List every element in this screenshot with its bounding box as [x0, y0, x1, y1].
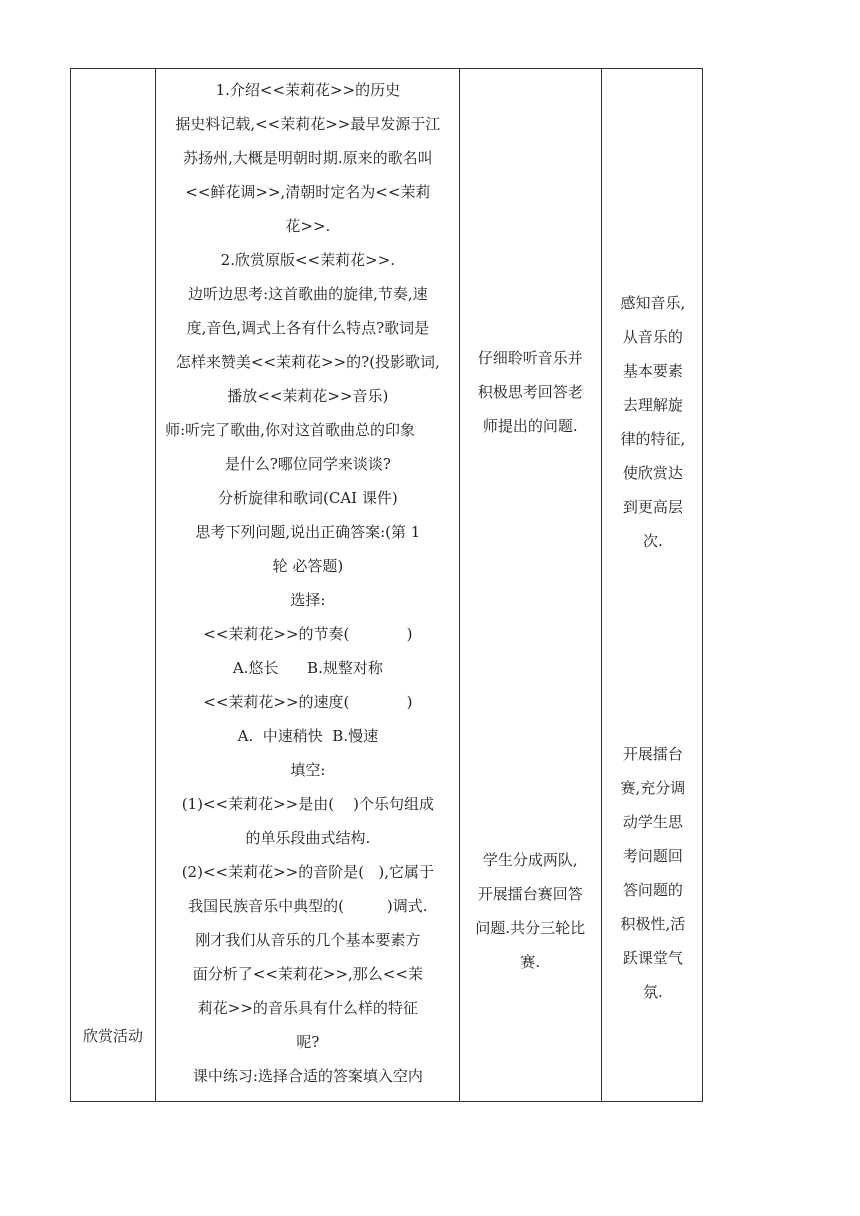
content-line: 1.介绍<<茉莉花>>的历史 — [215, 81, 401, 99]
content-line: 花>>. — [285, 217, 331, 235]
student-activity-2-line: 学生分成两队, — [482, 851, 578, 869]
design-intent-1-line: 感知音乐, — [620, 294, 686, 312]
content-line: 莉花>>的音乐具有什么样的特征 — [197, 999, 418, 1017]
student-activity-2-line: 问题.共分三轮比 — [475, 919, 586, 937]
design-intent-1-line: 去理解旋 — [622, 396, 683, 414]
student-activity-2-line: 开展擂台赛回答 — [477, 885, 583, 903]
teacher-content-cell — [156, 69, 459, 1102]
design-intent-1-line: 到更高层 — [622, 498, 683, 516]
design-intent-2-line: 动学生思 — [622, 813, 683, 831]
lesson-plan-table — [70, 68, 703, 1102]
content-line: 师:听完了歌曲,你对这首歌曲总的印象 — [165, 421, 415, 439]
content-line: 度,音色,调式上各有什么特点?歌词是 — [186, 319, 430, 337]
teacher-content-lines — [165, 73, 450, 1093]
student-activity-1-line: 仔细聆听音乐并 — [477, 349, 583, 367]
design-intent-1-line: 次. — [643, 532, 663, 550]
design-intent-1-line: 从音乐的 — [622, 328, 683, 346]
content-line: <<茉莉花>>的节奏( ) — [203, 625, 413, 643]
content-line: (1)<<茉莉花>>是由( )个乐句组成 — [181, 795, 435, 813]
content-line: 面分析了<<茉莉花>>,那么<<茉 — [192, 965, 423, 983]
content-line: 苏扬州,大概是明朝时期.原来的歌名叫 — [183, 149, 433, 167]
content-line: 我国民族音乐中典型的( )调式. — [188, 897, 428, 915]
content-line: 边听边思考:这首歌曲的旋律,节奏,速 — [188, 285, 428, 303]
design-intent-2-line: 考问题回 — [622, 847, 683, 865]
content-line: 轮 必答题) — [272, 557, 344, 575]
content-line: 的单乐段曲式结构. — [245, 829, 371, 847]
design-intent-2-line: 赛,充分调 — [620, 779, 686, 797]
design-intent-cell — [601, 69, 702, 1102]
content-line: 怎样来赞美<<茉莉花>>的?(投影歌词, — [175, 353, 440, 371]
student-activity-cell — [459, 69, 601, 1102]
content-line: A. 中速稍快 B.慢速 — [237, 727, 379, 745]
design-intent-2-line: 氛. — [643, 983, 663, 1001]
content-line: 据史料记载,<<茉莉花>>最早发源于江 — [175, 115, 441, 133]
content-line: 填空: — [290, 761, 326, 779]
content-line: 分析旋律和歌词(CAI 课件) — [218, 489, 398, 507]
student-activity-2-line: 赛. — [520, 953, 541, 971]
content-line: A.悠长 B.规整对称 — [232, 659, 383, 677]
content-line: (2)<<茉莉花>>的音阶是( ),它属于 — [181, 863, 435, 881]
student-activity-block-1 — [470, 341, 591, 443]
activity-label: 欣赏活动 — [83, 1027, 144, 1045]
content-line: <<茉莉花>>的速度( ) — [203, 693, 413, 711]
content-line: 选择: — [290, 591, 326, 609]
design-intent-2-line: 答问题的 — [622, 881, 683, 899]
content-line: 是什么?哪位同学来谈谈? — [224, 455, 391, 473]
design-intent-2-line: 开展擂台 — [622, 745, 683, 763]
design-intent-1-line: 律的特征, — [620, 430, 686, 448]
student-activity-block-2 — [470, 843, 591, 979]
content-line: 2.欣赏原版<<茉莉花>>. — [220, 251, 396, 269]
design-intent-1-line: 使欣赏达 — [622, 464, 683, 482]
student-activity-1-line: 师提出的问题. — [482, 417, 578, 435]
content-line: 课中练习:选择合适的答案填入空内 — [192, 1067, 423, 1085]
content-line: <<鲜花调>>,清朝时定名为<<茉莉 — [185, 183, 431, 201]
design-intent-block-2 — [616, 737, 690, 1009]
design-intent-2-line: 跃课堂气 — [622, 949, 683, 967]
student-activity-1-line: 积极思考回答老 — [477, 383, 583, 401]
content-line: 刚才我们从音乐的几个基本要素方 — [195, 931, 421, 949]
design-intent-1-line: 基本要素 — [622, 362, 683, 380]
design-intent-block-1 — [616, 286, 690, 558]
content-line: 思考下列问题,说出正确答案:(第 1 — [195, 523, 421, 541]
table-row — [71, 69, 703, 1102]
activity-cell — [71, 69, 156, 1102]
content-line: 呢? — [296, 1033, 320, 1051]
design-intent-2-line: 积极性,活 — [620, 915, 686, 933]
content-line: 播放<<茉莉花>>音乐) — [227, 387, 389, 405]
